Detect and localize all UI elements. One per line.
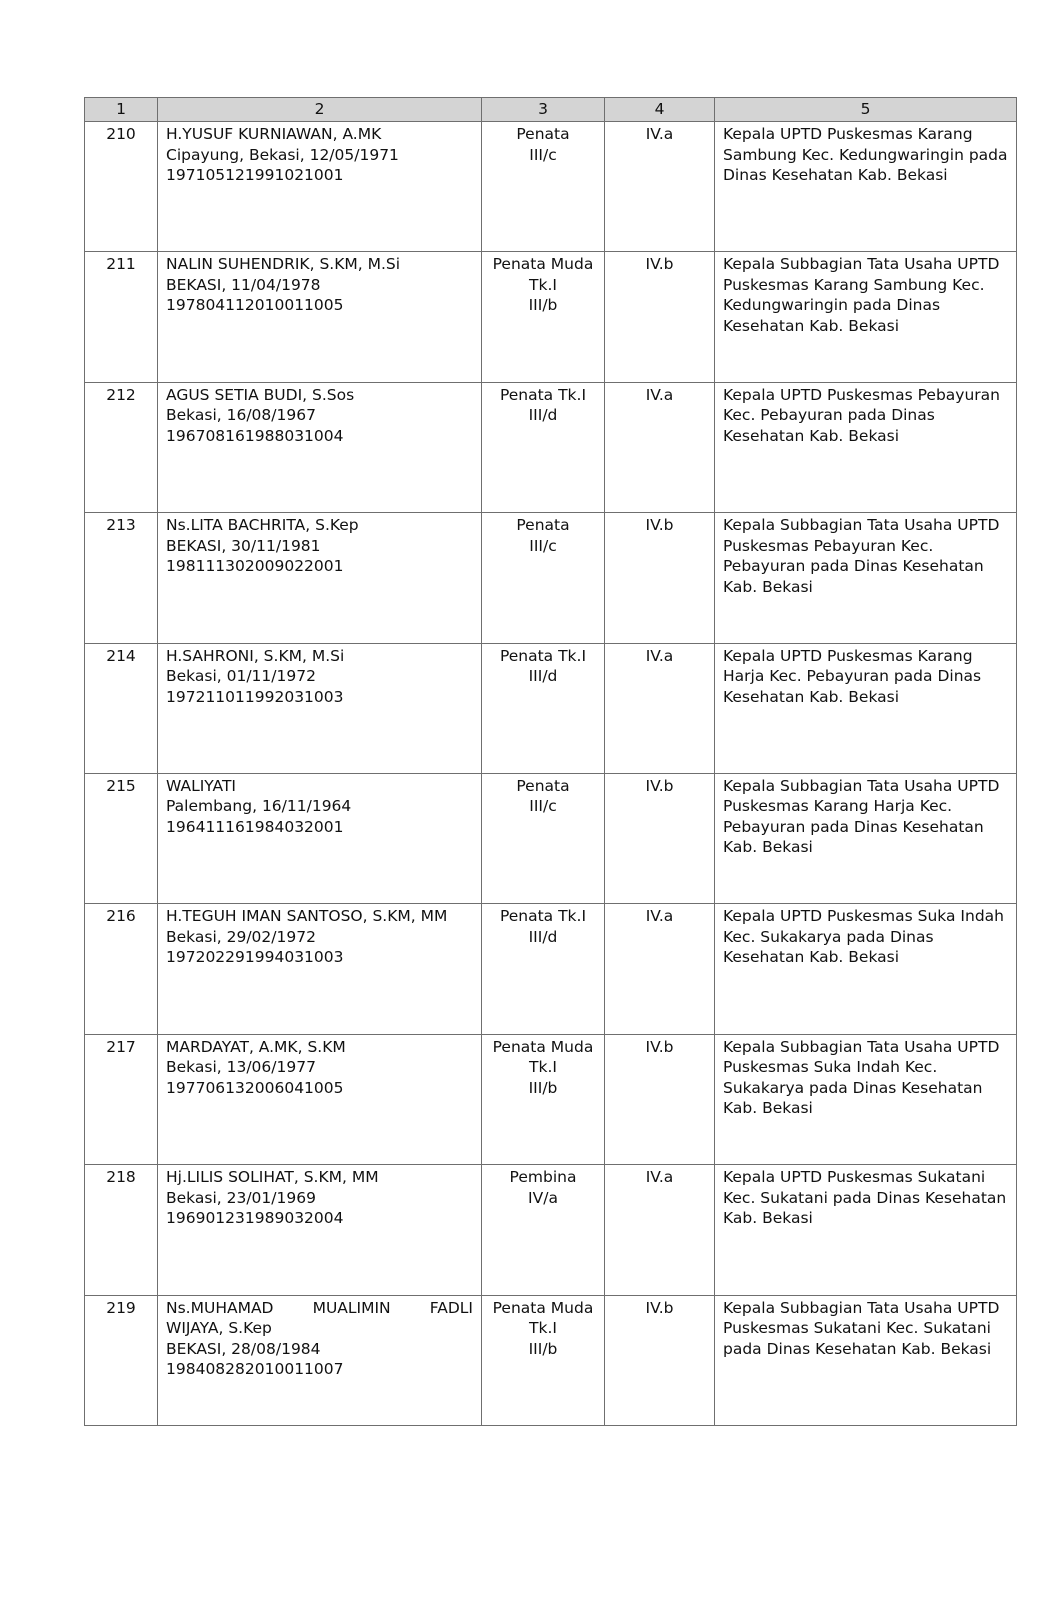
row-number: 211 [85, 252, 158, 382]
rank-cell [482, 904, 605, 1034]
rank-grade: III/c [529, 536, 557, 555]
employee-birth: Bekasi, 23/01/1969 [166, 1188, 316, 1207]
position: Kepala Subbagian Tata Usaha UPTD Puskesmas Karang Harja Kec. Pebayuran pada Dinas Kesehatan Kab. Bekasi [715, 773, 1017, 903]
echelon: IV.b [605, 252, 715, 382]
employee-nip: 196901231989032004 [166, 1209, 344, 1228]
employee-birth: Bekasi, 16/08/1967 [166, 406, 316, 425]
rank-subtitle: Tk.I [529, 1319, 557, 1338]
rank-cell [482, 773, 605, 903]
rank-grade: III/d [528, 406, 558, 425]
rank-cell [482, 252, 605, 382]
rank-title: Penata Tk.I [499, 646, 587, 665]
employee-name-word: FADLI [429, 1298, 473, 1317]
rank-grade: III/b [528, 1078, 558, 1097]
table-row [85, 773, 1017, 903]
table-row [85, 382, 1017, 512]
employee-name: AGUS SETIA BUDI, S.Sos [166, 385, 355, 404]
table-row [85, 1034, 1017, 1164]
position: Kepala Subbagian Tata Usaha UPTD Puskesmas Sukatani Kec. Sukatani pada Dinas Kesehatan Kab. Bekasi [715, 1295, 1017, 1425]
employee-cell [158, 1034, 482, 1164]
employee-nip: 196708161988031004 [166, 426, 344, 445]
rank-title: Penata [516, 776, 570, 795]
rank-grade: III/b [528, 296, 558, 315]
employee-name: Hj.LILIS SOLIHAT, S.KM, MM [166, 1168, 379, 1187]
rank-cell [482, 1295, 605, 1425]
rank-title: Penata Tk.I [499, 385, 587, 404]
personnel-table [84, 97, 1017, 1426]
table-row [85, 643, 1017, 773]
echelon: IV.a [605, 904, 715, 1034]
column-header-5: 5 [715, 98, 1017, 122]
column-header-4: 4 [605, 98, 715, 122]
row-number: 219 [85, 1295, 158, 1425]
employee-birth: Bekasi, 13/06/1977 [166, 1058, 316, 1077]
position: Kepala Subbagian Tata Usaha UPTD Puskesmas Karang Sambung Kec. Kedungwaringin pada Dinas Kesehatan Kab. Bekasi [715, 252, 1017, 382]
employee-cell [158, 904, 482, 1034]
employee-birth: Bekasi, 01/11/1972 [166, 667, 316, 686]
table-row [85, 252, 1017, 382]
position: Kepala UPTD Puskesmas Karang Sambung Kec. Kedungwaringin pada Dinas Kesehatan Kab. Bekasi [715, 122, 1017, 252]
echelon: IV.a [605, 643, 715, 773]
employee-nip: 197202291994031003 [166, 948, 344, 967]
rank-grade: IV/a [528, 1188, 558, 1207]
rank-cell [482, 122, 605, 252]
position: Kepala Subbagian Tata Usaha UPTD Puskesmas Suka Indah Kec. Sukakarya pada Dinas Kesehatan Kab. Bekasi [715, 1034, 1017, 1164]
employee-birth: BEKASI, 30/11/1981 [166, 536, 321, 555]
employee-nip: 197211011992031003 [166, 687, 344, 706]
column-header-2: 2 [158, 98, 482, 122]
rank-cell [482, 643, 605, 773]
employee-name-continued: WIJAYA, S.Kep [166, 1319, 272, 1338]
position: Kepala Subbagian Tata Usaha UPTD Puskesmas Pebayuran Kec. Pebayuran pada Dinas Kesehatan Kab. Bekasi [715, 513, 1017, 643]
rank-title: Penata Tk.I [499, 907, 587, 926]
employee-nip: 197706132006041005 [166, 1078, 344, 1097]
employee-cell [158, 122, 482, 252]
row-number: 212 [85, 382, 158, 512]
employee-nip: 197804112010011005 [166, 296, 344, 315]
rank-title: Penata Muda [492, 1037, 594, 1056]
row-number: 216 [85, 904, 158, 1034]
echelon: IV.b [605, 513, 715, 643]
employee-birth: BEKASI, 11/04/1978 [166, 275, 321, 294]
rank-cell [482, 513, 605, 643]
employee-name: MARDAYAT, A.MK, S.KM [166, 1037, 346, 1056]
row-number: 217 [85, 1034, 158, 1164]
employee-birth: BEKASI, 28/08/1984 [166, 1339, 321, 1358]
rank-subtitle: Tk.I [529, 275, 557, 294]
employee-nip: 197105121991021001 [166, 166, 344, 184]
rank-title: Penata Muda [492, 1298, 594, 1317]
echelon: IV.a [605, 1165, 715, 1295]
employee-cell [158, 1165, 482, 1295]
echelon: IV.a [605, 382, 715, 512]
rank-grade: III/c [529, 797, 557, 816]
employee-cell [158, 382, 482, 512]
employee-name: Ns.LITA BACHRITA, S.Kep [166, 516, 359, 535]
echelon: IV.b [605, 1295, 715, 1425]
employee-nip: 198111302009022001 [166, 557, 344, 576]
employee-cell [158, 252, 482, 382]
row-number: 215 [85, 773, 158, 903]
rank-cell [482, 382, 605, 512]
table-row [85, 904, 1017, 1034]
rank-grade: III/c [529, 145, 557, 164]
header-row [85, 98, 1017, 122]
table-row [85, 122, 1017, 252]
column-header-3: 3 [482, 98, 605, 122]
row-number: 213 [85, 513, 158, 643]
rank-cell [482, 1034, 605, 1164]
employee-cell [158, 773, 482, 903]
employee-birth: Cipayung, Bekasi, 12/05/1971 [166, 145, 399, 164]
employee-cell [158, 1295, 482, 1425]
row-number: 210 [85, 122, 158, 252]
rank-title: Penata [516, 516, 570, 535]
employee-birth: Palembang, 16/11/1964 [166, 797, 352, 816]
employee-name: NALIN SUHENDRIK, S.KM, M.Si [166, 255, 401, 274]
table-row [85, 513, 1017, 643]
position: Kepala UPTD Puskesmas Suka Indah Kec. Sukakarya pada Dinas Kesehatan Kab. Bekasi [715, 904, 1017, 1034]
rank-title: Penata Muda [492, 255, 594, 274]
rank-title: Penata [516, 125, 570, 143]
position: Kepala UPTD Puskesmas Sukatani Kec. Sukatani pada Dinas Kesehatan Kab. Bekasi [715, 1165, 1017, 1295]
employee-name: H.TEGUH IMAN SANTOSO, S.KM, MM [166, 907, 448, 926]
table-row [85, 1295, 1017, 1425]
echelon: IV.b [605, 1034, 715, 1164]
employee-name: WALIYATI [166, 776, 236, 795]
echelon: IV.a [605, 122, 715, 252]
rank-grade: III/b [528, 1339, 558, 1358]
rank-cell [482, 1165, 605, 1295]
employee-name-word: MUALIMIN [312, 1298, 391, 1317]
echelon: IV.b [605, 773, 715, 903]
row-number: 214 [85, 643, 158, 773]
position: Kepala UPTD Puskesmas Pebayuran Kec. Pebayuran pada Dinas Kesehatan Kab. Bekasi [715, 382, 1017, 512]
employee-cell [158, 643, 482, 773]
table-row [85, 1165, 1017, 1295]
column-header-1: 1 [85, 98, 158, 122]
employee-nip: 198408282010011007 [166, 1360, 344, 1379]
employee-cell [158, 513, 482, 643]
employee-name: H.YUSUF KURNIAWAN, A.MK [166, 125, 382, 143]
rank-subtitle: Tk.I [529, 1058, 557, 1077]
rank-title: Pembina [509, 1168, 577, 1187]
employee-name [166, 1298, 473, 1319]
rank-grade: III/d [528, 927, 558, 946]
employee-name-word: Ns.MUHAMAD [166, 1298, 274, 1317]
employee-name: H.SAHRONI, S.KM, M.Si [166, 646, 345, 665]
position: Kepala UPTD Puskesmas Karang Harja Kec. Pebayuran pada Dinas Kesehatan Kab. Bekasi [715, 643, 1017, 773]
rank-grade: III/d [528, 667, 558, 686]
employee-nip: 196411161984032001 [166, 817, 344, 836]
row-number: 218 [85, 1165, 158, 1295]
employee-birth: Bekasi, 29/02/1972 [166, 927, 316, 946]
